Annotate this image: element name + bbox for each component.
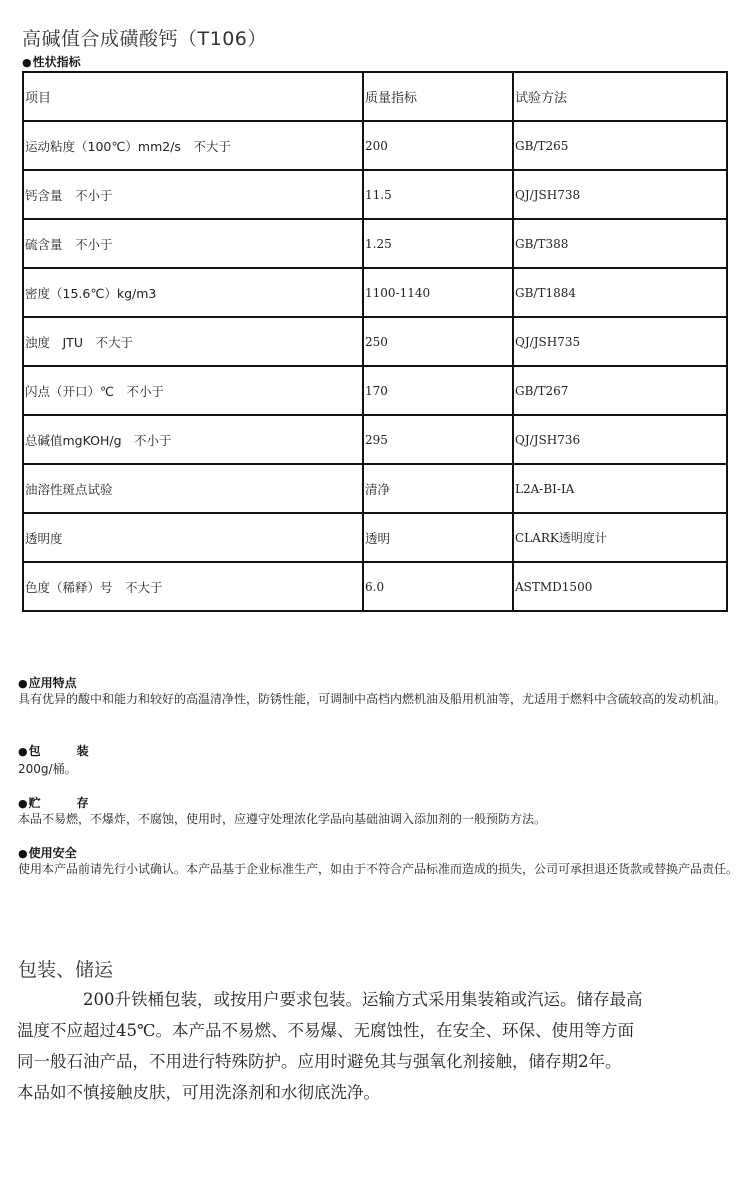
- row-method: ASTMD1500: [513, 562, 727, 611]
- row-item: 透明度: [23, 513, 363, 562]
- application-text: 具有优异的酸中和能力和较好的高温清净性，防锈性能，可调制中高档内燃机油及船用机油等，尤适用于燃料中含硫较高的发动机油。: [18, 692, 727, 706]
- row-method: QJ/JSH735: [513, 317, 727, 366]
- bullet-icon: ●: [18, 797, 28, 810]
- table-row: [23, 366, 727, 415]
- row-method: CLARK透明度计: [513, 513, 727, 562]
- row-value: 200: [363, 121, 513, 170]
- table-row: [23, 121, 727, 170]
- table-row: [23, 317, 727, 366]
- row-value: 11.5: [363, 170, 513, 219]
- spec-section-heading: [22, 53, 81, 70]
- table-row: [23, 513, 727, 562]
- row-method: QJ/JSH736: [513, 415, 727, 464]
- packaging-text: 200g/桶。: [18, 762, 77, 776]
- header-method: 试验方法: [513, 72, 727, 121]
- row-item: 运动粘度（100℃）mm2/s 不大于: [23, 121, 363, 170]
- row-item: 硫含量 不小于: [23, 219, 363, 268]
- packaging-heading: [18, 742, 89, 759]
- row-value: 250: [363, 317, 513, 366]
- row-item: 总碱值mgKOH/g 不小于: [23, 415, 363, 464]
- row-value: 6.0: [363, 562, 513, 611]
- row-value: 295: [363, 415, 513, 464]
- bullet-icon: ●: [22, 56, 32, 69]
- table-row: [23, 562, 727, 611]
- row-value: 透明: [363, 513, 513, 562]
- row-value: 1100-1140: [363, 268, 513, 317]
- shipping-line: 温度不应超过45℃。本产品不易燃、不易爆、无腐蚀性，在安全、环保、使用等方面: [17, 1021, 634, 1040]
- row-method: L2A-BI-IA: [513, 464, 727, 513]
- bullet-icon: ●: [18, 847, 28, 860]
- row-item: 浊度 JTU 不大于: [23, 317, 363, 366]
- shipping-heading: 包装、储运: [18, 959, 114, 981]
- table-row: [23, 415, 727, 464]
- spec-table: [22, 71, 728, 612]
- row-item: 色度（稀释）号 不大于: [23, 562, 363, 611]
- table-header-row: [23, 72, 727, 121]
- storage-heading: [18, 794, 89, 811]
- storage-label: 贮 存: [28, 796, 89, 810]
- header-quality: 质量指标: [363, 72, 513, 121]
- safety-label: 使用安全: [28, 846, 77, 860]
- row-item: 密度（15.6℃）kg/m3: [23, 268, 363, 317]
- row-value: 170: [363, 366, 513, 415]
- shipping-line: 本品如不慎接触皮肤，可用洗涤剂和水彻底洗净。: [17, 1083, 380, 1102]
- header-item: 项目: [23, 72, 363, 121]
- shipping-line: 200升铁桶包装，或按用户要求包装。运输方式采用集装箱或汽运。储存最高: [83, 990, 643, 1009]
- row-item: 油溶性斑点试验: [23, 464, 363, 513]
- spec-section-label: 性状指标: [32, 55, 81, 69]
- table-row: [23, 170, 727, 219]
- application-heading: [18, 674, 77, 691]
- table-row: [23, 268, 727, 317]
- shipping-paragraph: [17, 984, 737, 1108]
- table-row: [23, 219, 727, 268]
- row-item: 钙含量 不小于: [23, 170, 363, 219]
- row-value: 1.25: [363, 219, 513, 268]
- bullet-icon: ●: [18, 745, 28, 758]
- table-row: [23, 464, 727, 513]
- row-method: QJ/JSH738: [513, 170, 727, 219]
- bullet-icon: ●: [18, 677, 28, 690]
- storage-text: 本品不易燃，不爆炸，不腐蚀，使用时，应遵守处理浓化学品向基础油调入添加剂的一般预防方法。: [18, 812, 547, 826]
- row-method: GB/T388: [513, 219, 727, 268]
- row-method: GB/T1884: [513, 268, 727, 317]
- packaging-label: 包 装: [28, 744, 89, 758]
- shipping-line: 同一般石油产品，不用进行特殊防护。应用时避免其与强氧化剂接触，储存期2年。: [17, 1052, 622, 1071]
- row-value: 清净: [363, 464, 513, 513]
- safety-heading: [18, 844, 77, 861]
- page-title: 高碱值合成磺酸钙（T106）: [22, 28, 267, 50]
- safety-text: 使用本产品前请先行小试确认。本产品基于企业标准生产，如由于不符合产品标准而造成的损失，公司可承担退还货款或替换产品责任。: [18, 862, 739, 876]
- row-method: GB/T265: [513, 121, 727, 170]
- row-method: GB/T267: [513, 366, 727, 415]
- row-item: 闪点（开口）℃ 不小于: [23, 366, 363, 415]
- application-label: 应用特点: [28, 676, 77, 690]
